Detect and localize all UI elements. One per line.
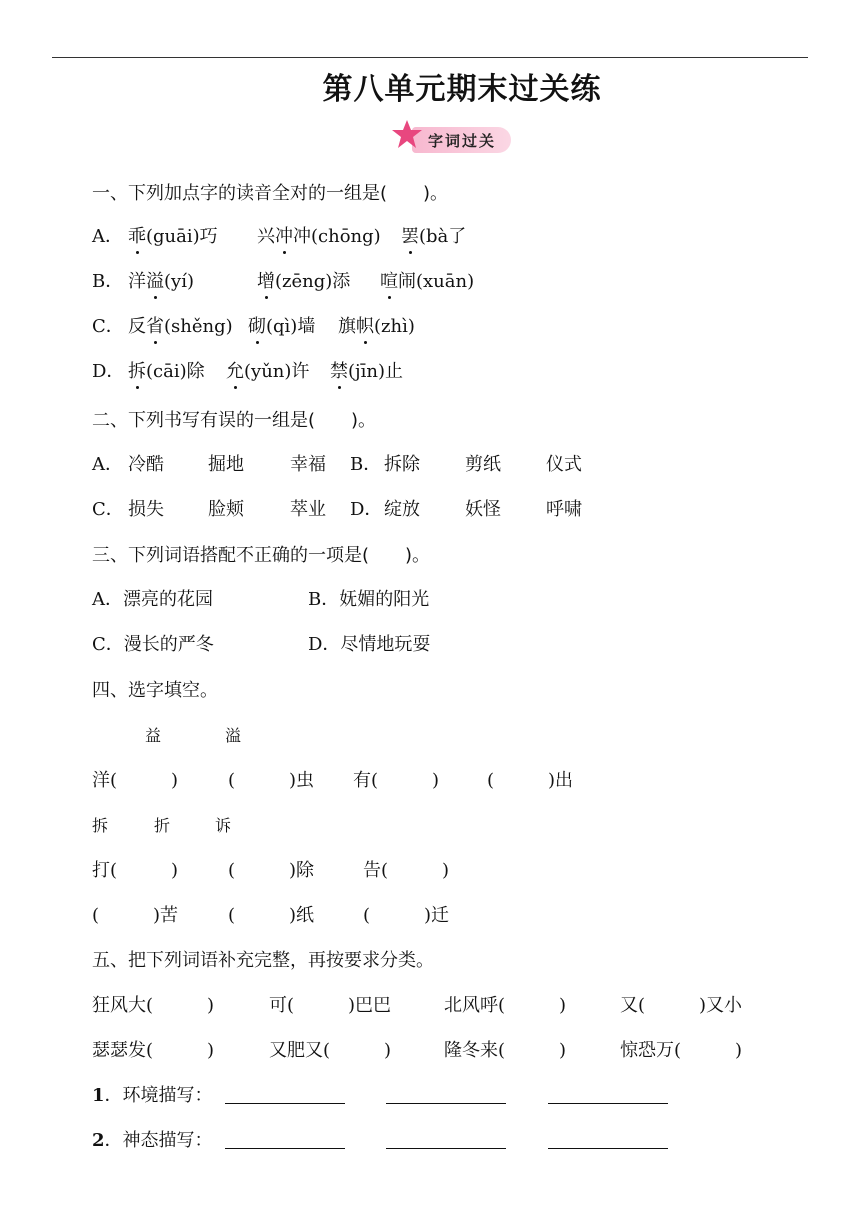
badge-label: 字词过关 xyxy=(428,132,497,150)
answer-blank[interactable] xyxy=(548,1085,668,1104)
answer-blank[interactable] xyxy=(548,1130,668,1149)
question-2-stem: 二、下列书写有误的一组是( )。 xyxy=(92,410,377,431)
header-rule xyxy=(52,57,808,58)
answer-blank[interactable] xyxy=(386,1130,506,1149)
question-3-stem: 三、下列词语搭配不正确的一项是( )。 xyxy=(92,545,431,566)
section-badge xyxy=(390,118,514,158)
answer-blank[interactable] xyxy=(225,1085,345,1104)
star-icon xyxy=(390,118,424,152)
question-5-stem: 五、把下列词语补充完整，再按要求分类。 xyxy=(92,950,434,971)
answer-blank[interactable] xyxy=(225,1130,345,1149)
question-1-stem: 一、下列加点字的读音全对的一组是( )。 xyxy=(92,183,449,204)
question-4-stem: 四、选字填空。 xyxy=(92,680,218,701)
page-title: 第八单元期末过关练 xyxy=(322,72,602,107)
answer-blank[interactable] xyxy=(386,1085,506,1104)
